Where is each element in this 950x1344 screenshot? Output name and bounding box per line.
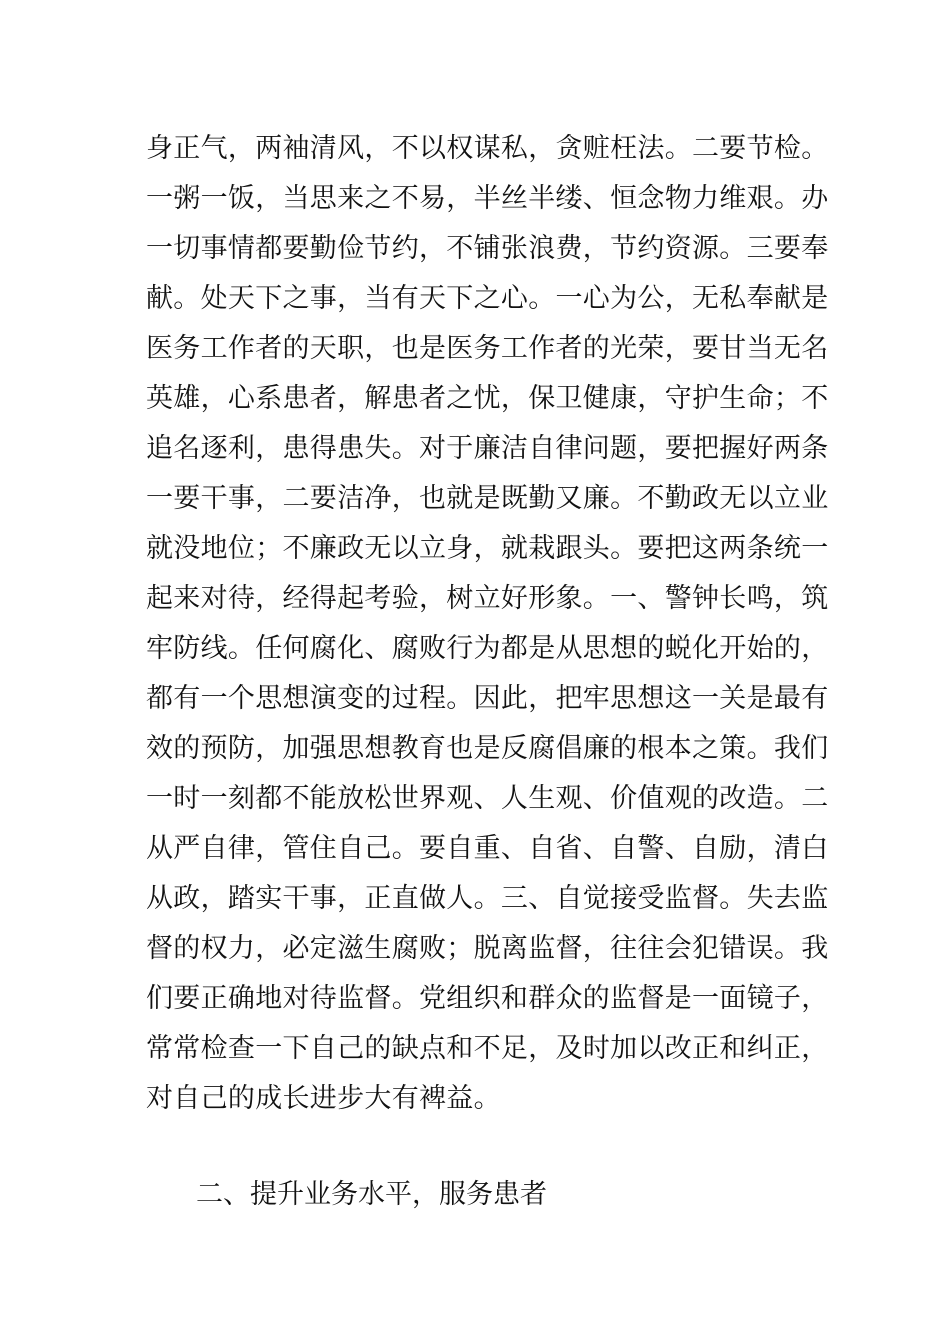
paragraph-line: 效的预防，加强思想教育也是反腐倡廉的根本之策。我们 [146, 733, 829, 764]
paragraph-line: 一要干事，二要洁净，也就是既勤又廉。不勤政无以立业 [146, 483, 829, 514]
paragraph-line: 们要正确地对待监督。党组织和群众的监督是一面镜子， [146, 983, 829, 1014]
paragraph-line: 身正气，两袖清风，不以权谋私，贪赃枉法。二要节检。 [146, 133, 829, 164]
paragraph-line: 从严自律，管住自己。要自重、自省、自警、自励，清白 [146, 833, 829, 864]
paragraph-line: 就没地位；不廉政无以立身，就栽跟头。要把这两条统一 [146, 533, 829, 564]
paragraph-line: 追名逐利，患得患失。对于廉洁自律问题，要把握好两条 [146, 433, 829, 464]
paragraph-line: 献。处天下之事，当有天下之心。一心为公，无私奉献是 [146, 283, 829, 314]
paragraph-line: 一粥一饭，当思来之不易，半丝半缕、恒念物力维艰。办 [146, 183, 829, 214]
paragraph-line: 一时一刻都不能放松世界观、人生观、价值观的改造。二 [146, 783, 829, 814]
paragraph-line: 牢防线。任何腐化、腐败行为都是从思想的蜕化开始的， [146, 633, 829, 664]
paragraph-line: 常常检查一下自己的缺点和不足，及时加以改正和纠正， [146, 1033, 829, 1064]
section-heading: 二、提升业务水平，服务患者 [196, 1179, 547, 1210]
paragraph-line: 英雄，心系患者，解患者之忧，保卫健康，守护生命；不 [146, 383, 829, 414]
paragraph-line: 起来对待，经得起考验，树立好形象。一、警钟长鸣，筑 [146, 583, 829, 614]
paragraph-line: 对自己的成长进步大有裨益。 [146, 1083, 501, 1114]
paragraph-line: 都有一个思想演变的过程。因此，把牢思想这一关是最有 [146, 683, 829, 714]
paragraph-line: 医务工作者的天职，也是医务工作者的光荣，要甘当无名 [146, 333, 829, 364]
paragraph-line: 从政，踏实干事，正直做人。三、自觉接受监督。失去监 [146, 883, 829, 914]
paragraph-line: 一切事情都要勤俭节约，不铺张浪费，节约资源。三要奉 [146, 233, 829, 264]
paragraph-line: 督的权力，必定滋生腐败；脱离监督，往往会犯错误。我 [146, 933, 829, 964]
